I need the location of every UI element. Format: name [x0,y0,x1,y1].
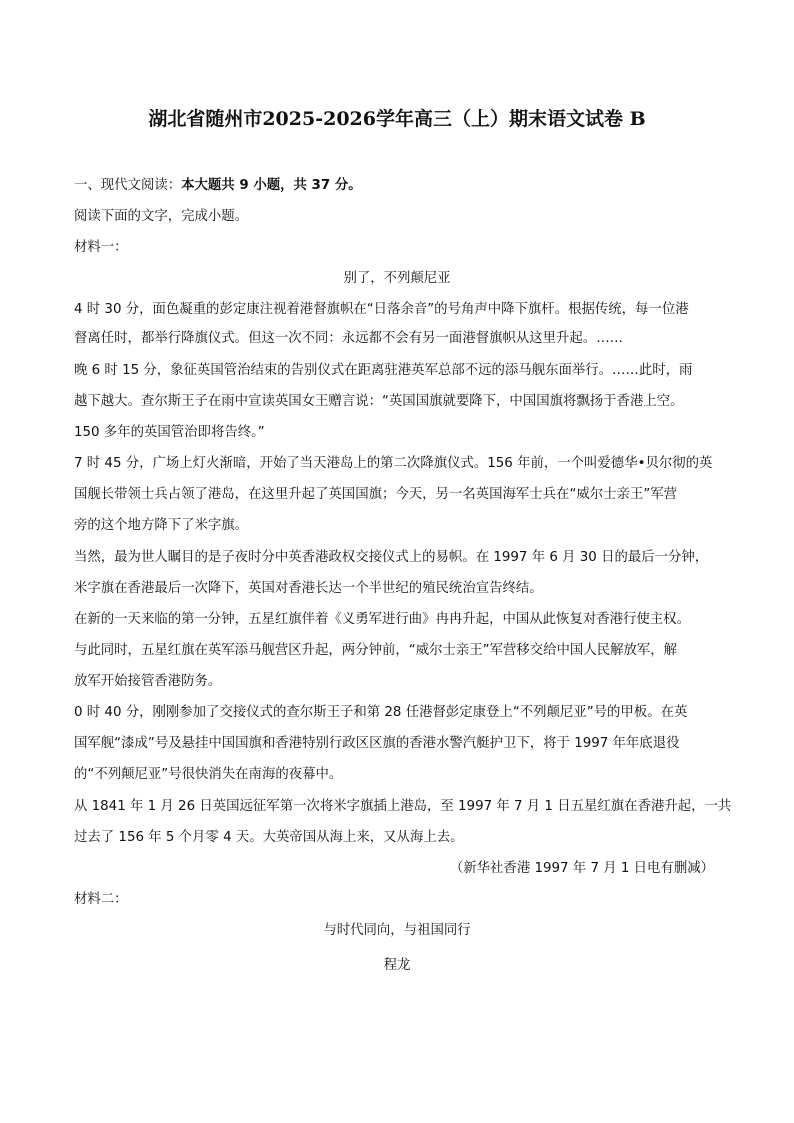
material1-source: （新华社香港 1997 年 7 月 1 日电有删减） [449,861,714,876]
material1-line-1: 4 时 30 分，面色凝重的彭定康注视着港督旗帜在“日落余音”的号角声中降下旗杆。根据传统，每一位港 [74,302,689,317]
material1-line-3: 晚 6 时 15 分，象征英国管治结束的告别仪式在距离驻港英军总部不远的添马舰东面举行。……此时，雨 [74,363,693,378]
material1-line-18: 过去了 156 年 5 个月零 4 天。大英帝国从海上来，又从海上去。 [74,830,464,845]
reading-instruction: 阅读下面的文字，完成小题。 [74,209,249,224]
material1-line-6: 7 时 45 分，广场上灯火渐暗，开始了当天港岛上的第二次降旗仪式。156 年前，一个叫爱德华•贝尔彻的英 [74,456,713,471]
material2-title: 与时代同向，与祖国同行 [323,923,471,938]
material1-line-16: 的“不列颠尼亚”号很快消失在南海的夜幕中。 [74,767,343,782]
material1-line-17: 从 1841 年 1 月 26 日英国远征军第一次将米字旗插上港岛，至 1997 年 7 月 1 日五星红旗在香港升起，一共 [74,799,732,814]
material2-label: 材料二： [74,892,128,907]
material1-line-13: 放军开始接管香港防务。 [74,674,222,689]
material1-title: 别了，不列颠尼亚 [343,271,451,286]
material1-line-7: 国舰长带领士兵占领了港岛，在这里升起了英国国旗；今天，另一名英国海军士兵在“威尔士亲王”军营 [74,487,678,502]
material1-line-12: 与此同时，五星红旗在英军添马舰营区升起，两分钟前，“威尔士亲王”军营移交给中国人民解放军，解 [74,643,678,658]
section-heading-prefix: 一、现代文阅读： [74,178,182,193]
material1-line-14: 0 时 40 分，刚刚参加了交接仪式的查尔斯王子和第 28 任港督彭定康登上“不列颠尼亚”号的甲板。在英 [74,705,688,720]
material1-label: 材料一： [74,240,128,255]
material1-line-10: 米字旗在香港最后一次降下，英国对香港长达一个半世纪的殖民统治宣告终结。 [74,581,543,596]
material1-line-8: 旁的这个地方降下了米字旗。 [74,518,249,533]
material1-line-2: 督离任时，都举行降旗仪式。但这一次不同：永远都不会有另一面港督旗帜从这里升起。…… [74,331,624,346]
section-heading [74,176,362,196]
section-heading-score: 本大题共 9 小题，共 37 分。 [181,178,362,193]
document-title: 湖北省随州市2025-2026学年高三（上）期末语文试卷 B [148,108,646,130]
material1-line-5: 150 多年的英国管治即将告终。” [74,425,265,440]
material1-line-11: 在新的一天来临的第一分钟，五星红旗伴着《义勇军进行曲》冉冉升起，中国从此恢复对香港行使主权。 [74,612,690,627]
material1-line-15: 国军舰“漆成”号及悬挂中国国旗和香港特别行政区区旗的香港水警汽艇护卫下，将于 1997 年年底退役 [74,736,680,751]
material1-line-9: 当然，最为世人瞩目的是子夜时分中英香港政权交接仪式上的易帜。在 1997 年 6 月 30 日的最后一分钟， [74,550,709,565]
material2-author: 程龙 [383,958,411,973]
material1-line-4: 越下越大。查尔斯王子在雨中宣读英国女王赠言说：“英国国旗就要降下，中国国旗将飘扬于香港上空。 [74,394,684,409]
